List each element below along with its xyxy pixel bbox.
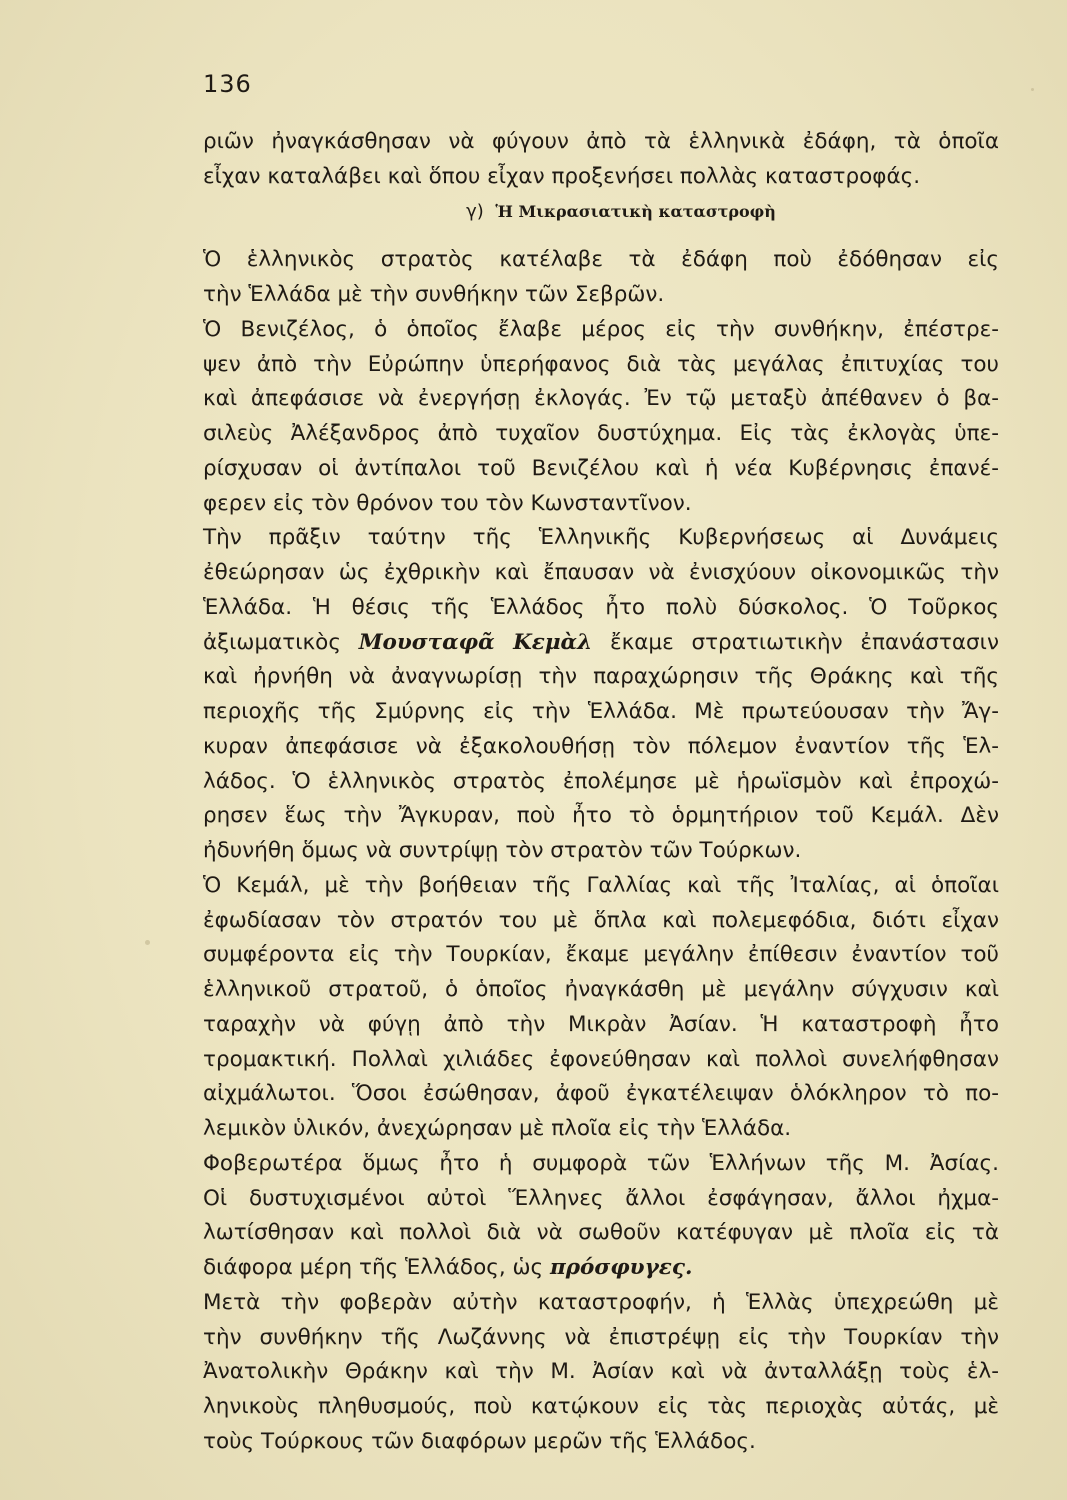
text-line: καὶ ἀπεφάσισε νὰ ἐνεργήσῃ ἐκλογάς. Ἐν τῷ μεταξὺ ἀπέθανεν ὁ βα- bbox=[203, 386, 999, 412]
text-line: καὶ ἠρνήθη νὰ ἀναγνωρίσῃ τὴν παραχώρησιν τῆς Θράκης καὶ τῆς bbox=[203, 664, 999, 690]
text-line: φερεν εἰς τὸν θρόνον του τὸν Κωνσταντῖνον. bbox=[203, 490, 692, 516]
text-line: τὴν συνθήκην τῆς Λωζάννης νὰ ἐπιστρέψῃ εἰς τὴν Τουρκίαν τὴν bbox=[203, 1324, 999, 1350]
text-span: ἀξιωματικὸς bbox=[203, 629, 341, 655]
section-heading-title: Ἡ Μικρασιατικὴ καταστροφὴ bbox=[495, 201, 776, 221]
text-span: διάφορα μέρη τῆς Ἑλλάδος, ὡς bbox=[203, 1255, 544, 1280]
text-line: Μετὰ τὴν φοβερὰν αὐτὴν καταστροφήν, ἡ Ἑλλὰς ὑπεχρεώθη μὲ bbox=[203, 1289, 999, 1315]
text-line: αἰχμάλωτοι. Ὅσοι ἐσώθησαν, ἀφοῦ ἐγκατέλειψαν ὁλόκληρον τὸ πο- bbox=[203, 1081, 999, 1107]
text-line: συμφέροντα εἰς τὴν Τουρκίαν, ἔκαμε μεγάλην ἐπίθεσιν ἐναντίον τοῦ bbox=[203, 942, 999, 968]
text-line: Οἱ δυστυχισμένοι αὐτοὶ Ἕλληνες ἄλλοι ἐσφάγησαν, ἄλλοι ἠχμα- bbox=[203, 1185, 999, 1211]
paper-spot bbox=[145, 940, 150, 945]
text-line: Τὴν πρᾶξιν ταύτην τῆς Ἑλληνικῆς Κυβερνήσεως αἱ Δυνάμεις bbox=[203, 525, 999, 551]
text-line bbox=[203, 1251, 999, 1286]
text-line: ἑλληνικοῦ στρατοῦ, ὁ ὁποῖος ἠναγκάσθη μὲ μεγάλην σύγχυσιν καὶ bbox=[203, 977, 999, 1002]
text-line: ληνικοὺς πληθυσμούς, ποὺ κατῴκουν εἰς τὰς περιοχὰς αὐτάς, μὲ bbox=[203, 1394, 999, 1419]
body-text bbox=[203, 125, 999, 1460]
text-line: ρησεν ἕως τὴν Ἄγκυραν, ποὺ ἦτο τὸ ὁρμητήριον τοῦ Κεμάλ. Δὲν bbox=[203, 803, 999, 829]
text-line: εἶχαν καταλάβει καὶ ὅπου εἶχαν προξενήσει πολλὰς καταστροφάς. bbox=[203, 163, 921, 189]
text-line: ἠδυνήθη ὅμως νὰ συντρίψῃ τὸν στρατὸν τῶν Τούρκων. bbox=[203, 838, 802, 863]
text-line: Φοβερωτέρα ὅμως ἦτο ἡ συμφορὰ τῶν Ἑλλήνων τῆς Μ. Ἀσίας. bbox=[203, 1150, 999, 1176]
text-line: τρομακτική. Πολλαὶ χιλιάδες ἐφονεύθησαν καὶ πολλοὶ συνελήφθησαν bbox=[203, 1046, 999, 1072]
text-line: περιοχῆς τῆς Σμύρνης εἰς τὴν Ἑλλάδα. Μὲ πρωτεύουσαν τὴν Ἄγ- bbox=[203, 699, 999, 724]
text-line: τοὺς Τούρκους τῶν διαφόρων μερῶν τῆς Ἑλλάδος. bbox=[203, 1428, 756, 1454]
section-heading bbox=[203, 195, 999, 230]
section-heading-label: γ) bbox=[466, 200, 484, 222]
page-number: 136 bbox=[203, 70, 252, 98]
text-line: ἐθεώρησαν ὡς ἐχθρικὴν καὶ ἔπαυσαν νὰ ἐνισχύουν οἰκονομικῶς τὴν bbox=[203, 560, 999, 585]
text-line: τὴν Ἑλλάδα μὲ τὴν συνθήκην τῶν Σεβρῶν. bbox=[203, 282, 665, 307]
text-line: ἐφωδίασαν τὸν στρατόν του μὲ ὅπλα καὶ πολεμεφόδια, διότι εἶχαν bbox=[203, 907, 999, 933]
person-name-kemal: Μουσταφᾶ Κεμὰλ bbox=[358, 629, 593, 655]
paper-spot bbox=[1031, 88, 1034, 91]
text-line bbox=[203, 626, 999, 661]
text-line: ρίσχυσαν οἱ ἀντίπαλοι τοῦ Βενιζέλου καὶ ἡ νέα Κυβέρνησις ἐπανέ- bbox=[203, 455, 999, 481]
text-line: Ἀνατολικὴν Θράκην καὶ τὴν Μ. Ἀσίαν καὶ νὰ ἀνταλλάξῃ τοὺς ἑλ- bbox=[203, 1359, 999, 1385]
text-line: λεμικὸν ὑλικόν, ἀνεχώρησαν μὲ πλοῖα εἰς τὴν Ἑλλάδα. bbox=[203, 1116, 792, 1141]
text-line: Ἑλλάδα. Ἡ θέσις τῆς Ἑλλάδος ἦτο πολὺ δύσκολος. Ὁ Τοῦρκος bbox=[203, 594, 999, 620]
text-line: Ὁ ἑλληνικὸς στρατὸς κατέλαβε τὰ ἐδάφη ποὺ ἐδόθησαν εἰς bbox=[203, 247, 999, 273]
text-line: σιλεὺς Ἀλέξανδρος ἀπὸ τυχαῖον δυστύχημα. Εἰς τὰς ἐκλογὰς ὑπε- bbox=[203, 421, 999, 446]
text-line: λάδος. Ὁ ἑλληνικὸς στρατὸς ἐπολέμησε μὲ ἡρωϊσμὸν καὶ ἐπροχώ- bbox=[203, 768, 999, 794]
text-line: κυραν ἀπεφάσισε νὰ ἐξακολουθήσῃ τὸν πόλεμον ἐναντίον τῆς Ἑλ- bbox=[203, 733, 999, 759]
text-line: Ὁ Βενιζέλος, ὁ ὁποῖος ἔλαβε μέρος εἰς τὴν συνθήκην, ἐπέστρε- bbox=[203, 316, 999, 342]
text-span: ἔκαμε στρατιωτικὴν ἐπανάστασιν bbox=[609, 629, 999, 655]
text-line: Ὁ Κεμάλ, μὲ τὴν βοήθειαν τῆς Γαλλίας καὶ τῆς Ἰταλίας, αἱ ὁποῖαι bbox=[203, 872, 999, 898]
text-line: ταραχὴν νὰ φύγῃ ἀπὸ τὴν Μικρὰν Ἀσίαν. Ἡ καταστροφὴ ἦτο bbox=[203, 1011, 999, 1037]
text-line: ριῶν ἠναγκάσθησαν νὰ φύγουν ἀπὸ τὰ ἑλληνικὰ ἐδάφη, τὰ ὁποῖα bbox=[203, 129, 999, 154]
text-line: ψεν ἀπὸ τὴν Εὐρώπην ὑπερήφανος διὰ τὰς μεγάλας ἐπιτυχίας του bbox=[203, 351, 999, 377]
spacer bbox=[203, 229, 999, 243]
term-refugees: πρόσφυγες. bbox=[550, 1255, 693, 1280]
text-line: λωτίσθησαν καὶ πολλοὶ διὰ νὰ σωθοῦν κατέφυγαν μὲ πλοῖα εἰς τὰ bbox=[203, 1220, 999, 1246]
